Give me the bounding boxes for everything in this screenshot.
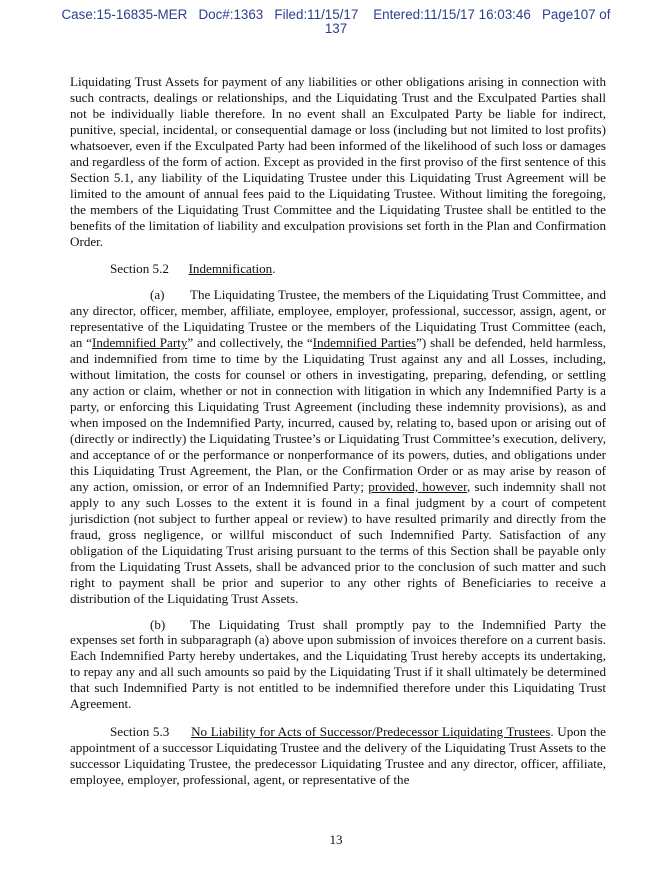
defined-term-indemnified-parties: Indemnified Parties [312, 335, 417, 351]
paragraph-continuation: Liquidating Trust Assets for payment of any liabilities or other obligations arising in connection with such contracts, dealings or relationships, and the Liquidating Trust and the Exculpated Parties shall not be individually liable therefore. In no event shall an Exculpated Party be liable for indirect, punitive, special, incidental, or consequential damage or loss (including but not limited to lost profits) whatsoever, even if the Exculpated Party had been informed of the likelihood of such loss or damages and regardless of the form of action. Except as provided in the first proviso of the first sentence of this Section 5.1, any liability of the Liquidating Trustee under this Liquidating Trust Agreement will be limited to the amount of annual fees paid to the Liquidating Trustee. Without limiting the foregoing, the members of the Liquidating Trust Committee and the Liquidating Trustee shall be entitled to the benefits of the limitation of liability and exculpation provisions set forth in the Plan and Confirmation Order. [70, 74, 606, 249]
subparagraph-label: (a) [150, 287, 165, 303]
subparagraph-a [70, 287, 606, 606]
section-number: Section 5.3 [110, 724, 170, 740]
subparagraph-a-text-3: ”) shall be defended, held harmless, and indemnified from time to time by the Liquidating Trust against any and all Losses, including, without limitation, the costs for counsel or others in investigating, preparing, defending, or settling any action or claim, whether or not in connection with litigation in which any Indemnified Party is a party, or enforcing this Liquidating Trust Agreement (including these indemnity provisions), as and when imposed on the Indemnified Party, incurred, caused by, relating to, based upon or arising out of (directly or indirectly) the Liquidating Trustee’s or Liquidating Trust Committee’s execution, delivery, and acceptance of or the performance or nonperformance of its powers, duties, and obligations under this Liquidating Trust Agreement, the Plan, or the Confirmation Order or as may arise by reason of any action, omission, or error of an Indemnified Party; [70, 335, 607, 494]
subparagraph-a-text-1: The Liquidating Trustee, the members of the Liquidating Trust Committee, and any director, officer, member, affiliate, employee, employer, professional, successor, assign, agent, or representative of the Liquidating Trustee or the members of the Liquidating Trust Committee (each, an “ [70, 287, 606, 351]
document-page [70, 74, 606, 788]
header-line [0, 8, 672, 22]
section-5-3-text: Upon the appointment of a successor Liquidating Trustee and the delivery of the Liquidating Trust Assets to the successor Liquidating Trustee, the predecessor Liquidating Trustee and any director, officer, affiliate, employee, employer, professional, agent, or representative of the [70, 724, 606, 788]
case-number: Case:15-16835-MER [61, 7, 188, 22]
entered-date: Entered:11/15/17 16:03:46 [373, 7, 531, 22]
subparagraph-b-text: The Liquidating Trust shall promptly pay to the Indemnified Party the expenses set forth in subparagraph (a) above upon submission of invoices therefore on a current basis. Each Indemnified Party hereby undertakes, and the Liquidating Trust hereby accepts its undertaking, to repay any and all such amounts so paid by the Liquidating Trust if it shall ultimately be determined that such Indemnified Party is not entitled to be indemnified therefore under this Liquidating Trust Agreement. [70, 616, 606, 712]
section-title-period: . [550, 724, 554, 740]
section-title-period: . [272, 261, 276, 277]
doc-number: Doc#:1363 [198, 7, 264, 22]
section-5-2-heading [70, 261, 606, 277]
page-number: 13 [329, 832, 343, 847]
subparagraph-a-text-4: , such indemnity shall not apply to any such Losses to the extent it is found in a final judgment by a court of competent jurisdiction (not subject to further appeal or review) to have resulted primarily and directly from the fraud, gross negligence, or willful misconduct of such Indemnified Party. Satisfaction of any obligation of the Liquidating Trust arising pursuant to the terms of this Section shall be payable only from the Liquidating Trust Assets, shall be advanced prior to the conclusion of such matter and such right to payment shall be prior and superior to any other rights of Beneficiaries to receive a distribution of the Liquidating Trust Assets. [70, 478, 606, 606]
defined-term-indemnified-party: Indemnified Party [91, 335, 188, 351]
page-of-label: Page107 of [541, 7, 611, 22]
section-5-3-paragraph [70, 724, 606, 788]
proviso-provided-however: provided, however [368, 478, 467, 494]
subparagraph-label: (b) [150, 616, 166, 632]
filed-date: Filed:11/15/17 [274, 7, 359, 22]
page-total: 137 [324, 21, 348, 36]
ecf-filing-header [0, 8, 672, 36]
section-number: Section 5.2 [110, 261, 169, 277]
section-title: No Liability for Acts of Successor/Predecessor Liquidating Trustees [191, 724, 551, 740]
section-title: Indemnification [188, 261, 273, 277]
subparagraph-a-text-2: ” and collectively, the “ [187, 335, 313, 351]
subparagraph-b [70, 617, 606, 713]
